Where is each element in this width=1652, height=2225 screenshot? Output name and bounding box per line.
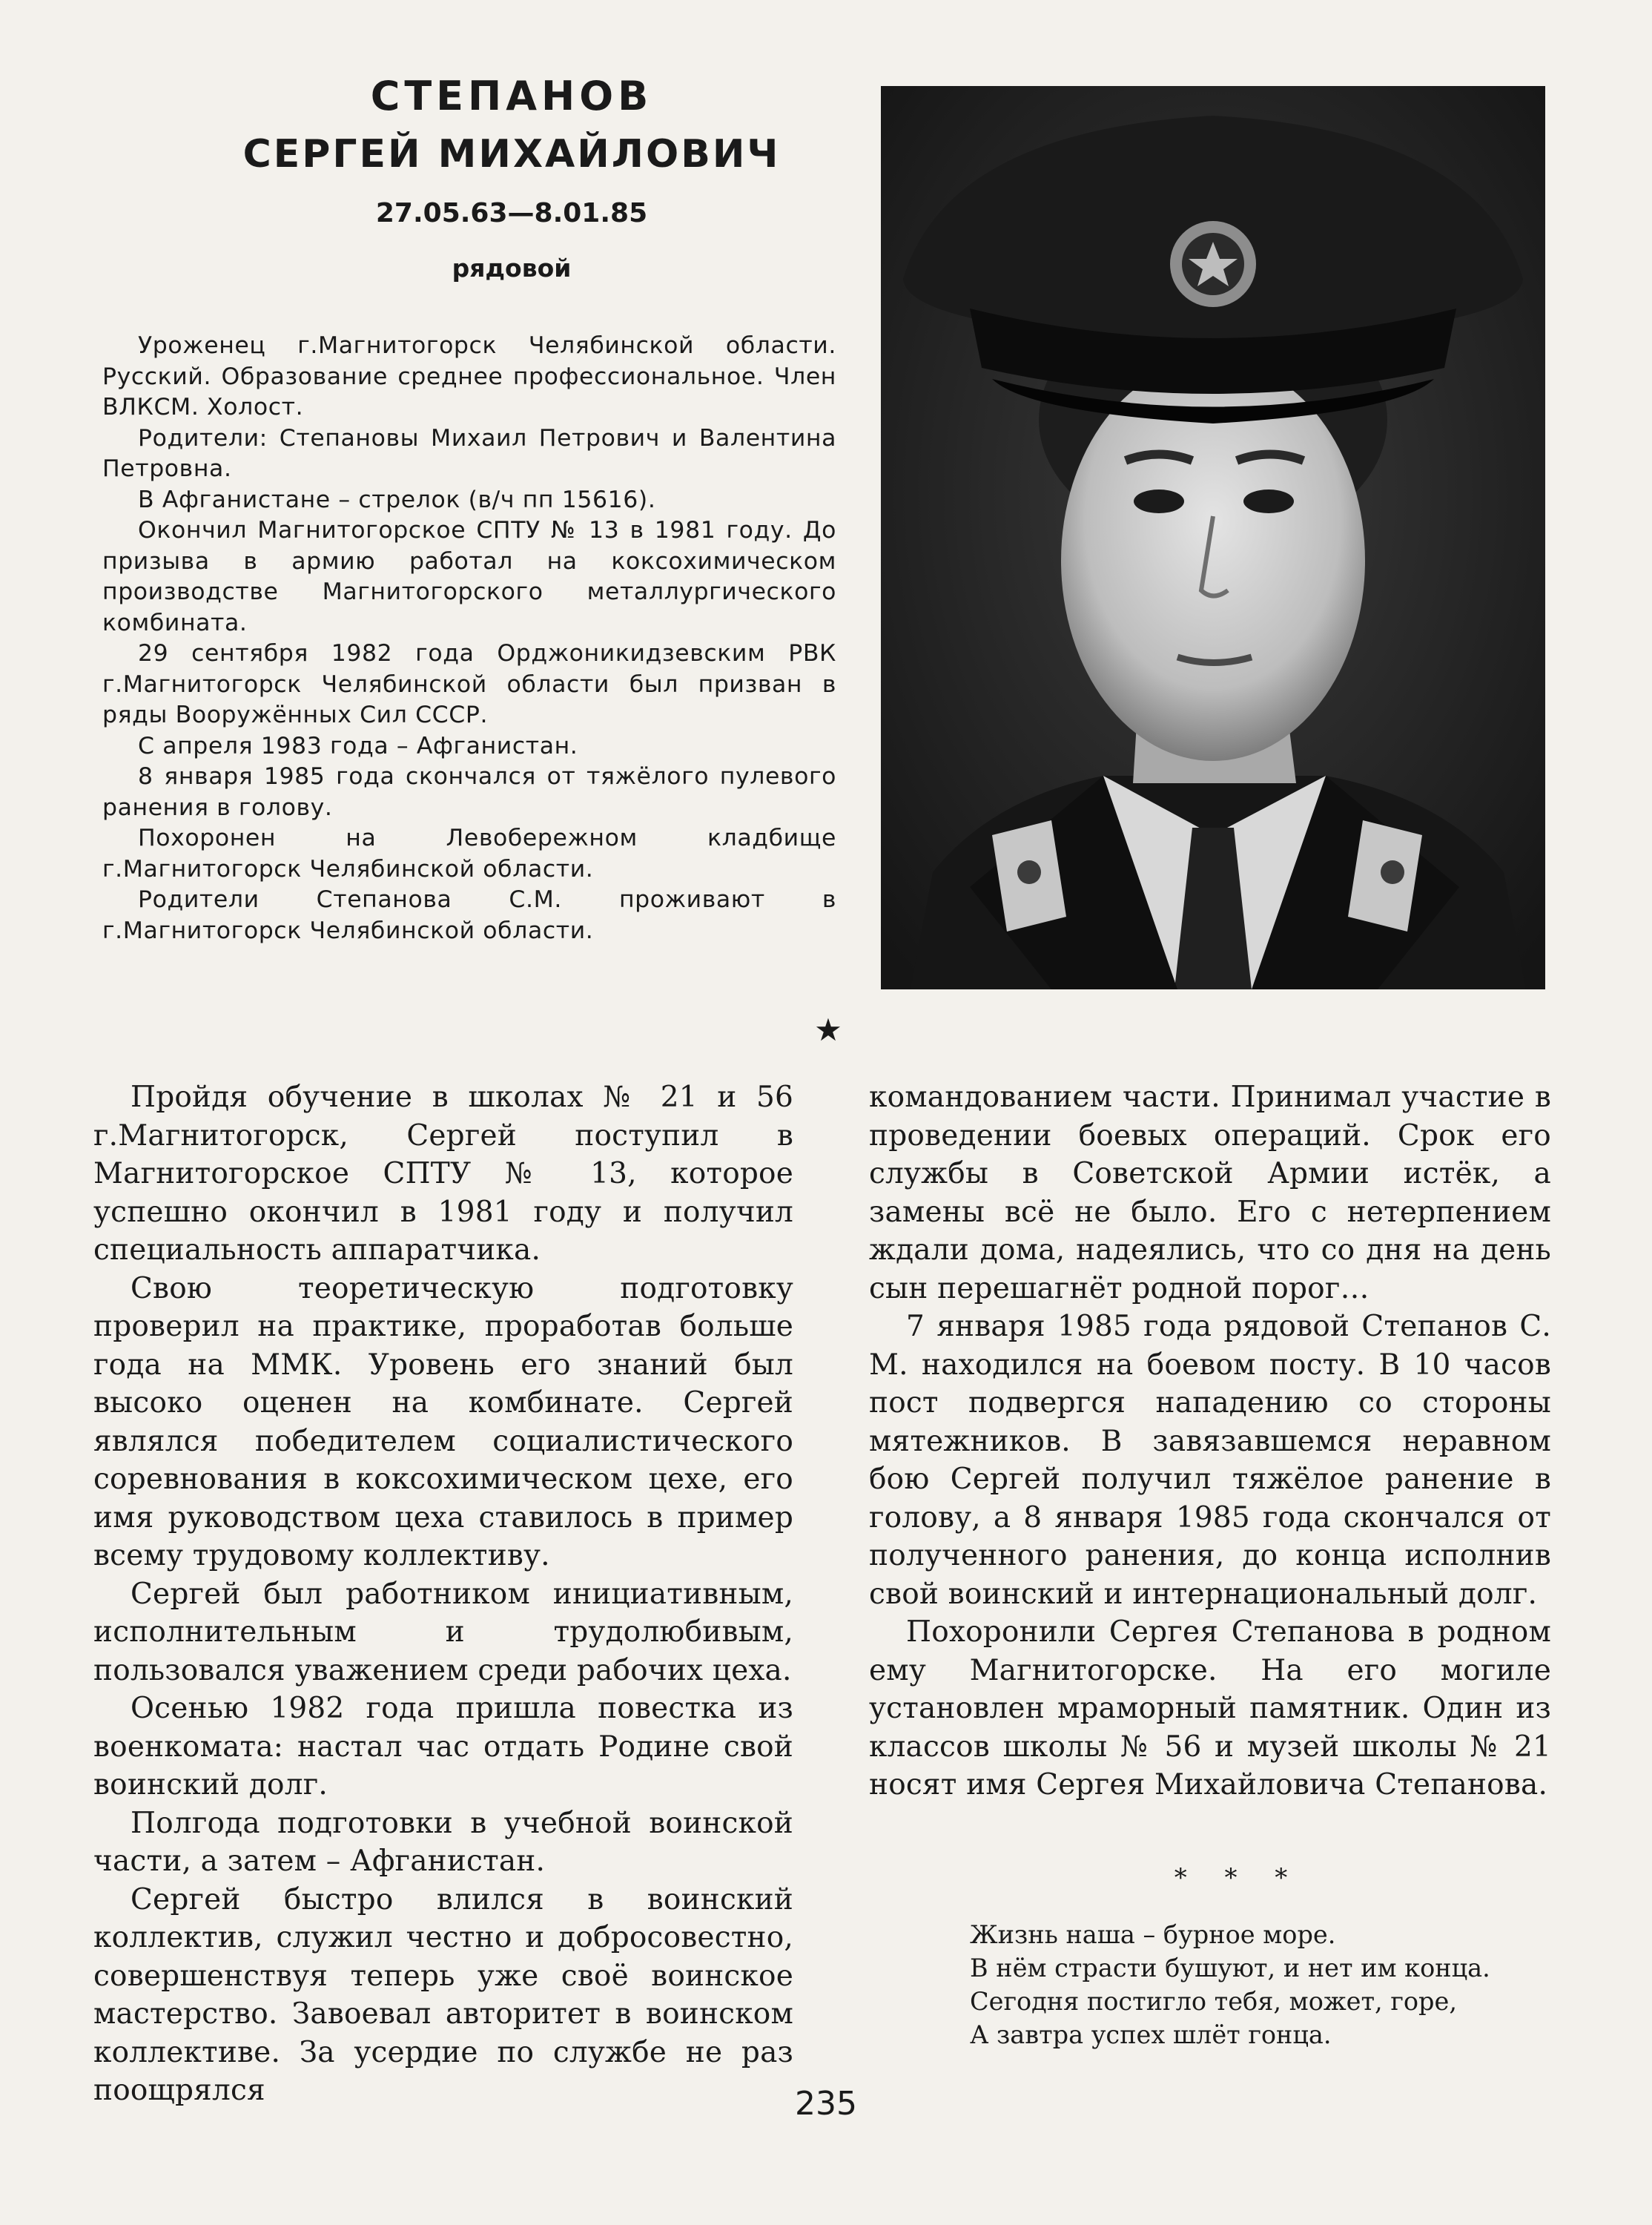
poem-line: Жизнь наша – бурное море. [970, 1920, 1336, 1949]
bio-paragraph: Родители: Степановы Михаил Петрович и Валентина Петровна. [102, 424, 836, 482]
narrative-paragraph: Свою теоретическую подготовку проверил на практике, проработав больше года на ММК. Уровень его знаний был высоко оценен на комбинате. Сергей являлся победителем социалистического соревнования в коксохимическом цехе, его имя руководством цеха ставилось в пример всему трудовому коллективу. [93, 1271, 793, 1572]
bio-paragraph: Окончил Магнитогорское СПТУ № 13 в 1981 году. До призыва в армию работал на коксохимическом производстве Магнитогорского металлургического комбината. [102, 517, 836, 636]
military-rank: рядовой [452, 254, 572, 283]
poem-line: Сегодня постигло тебя, может, горе, [970, 1987, 1457, 2016]
narrative-paragraph: 7 января 1985 года рядовой Степанов С. М. находился на боевом посту. В 10 часов пост подвергся нападению со стороны мятежников. В завязавшемся неравном бою Сергей получил тяжёлое ранение в голову, а 8 января 1985 года скончался от полученного ранения, до конца исполнив свой воинский и интернациональный долг. [869, 1310, 1551, 1611]
poem [970, 1918, 1533, 2051]
poem-line: А завтра успех шлёт гонца. [970, 2020, 1332, 2049]
bio-paragraph: Похоронен на Левобережном кладбище г.Магнитогорск Челябинской области. [102, 825, 836, 883]
bio-paragraph: Уроженец г.Магнитогорск Челябинской области. Русский. Образование среднее профессиональное. Член ВЛКСМ. Холост. [102, 332, 836, 421]
narrative-paragraph: Сергей был работником инициативным, исполнительным и трудолюбивым, пользовался уважением среди рабочих цеха. [93, 1577, 793, 1687]
soldier-portrait-illustration [881, 86, 1545, 989]
narrative-paragraph: Осенью 1982 года пришла повестка из военкомата: настал час отдать Родине свой воинский долг. [93, 1692, 793, 1802]
page-number: 235 [795, 2085, 857, 2123]
bio-paragraph: 8 января 1985 года скончался от тяжёлого пулевого ранения в голову. [102, 763, 836, 821]
bio-paragraph: В Афганистане – стрелок (в/ч пп 15616). [138, 486, 656, 513]
narrative-paragraph: Полгода подготовки в учебной воинской части, а затем – Афганистан. [93, 1806, 793, 1878]
bio-paragraph: С апреля 1983 года – Афганистан. [138, 732, 578, 759]
surname-heading: СТЕПАНОВ [370, 73, 653, 119]
life-dates: 27.05.63—8.01.85 [375, 198, 648, 228]
narrative-paragraph: Пройдя обучение в школах № 21 и 56 г.Магнитогорск, Сергей поступил в Магнитогорское СПТУ № 13, которое успешно окончил в 1981 году и получил специальность аппаратчика. [93, 1081, 793, 1267]
given-names-heading: СЕРГЕЙ МИХАЙЛОВИЧ [242, 132, 781, 177]
poem-separator: * * * [1174, 1863, 1303, 1893]
poem-line: В нём страсти бушуют, и нет им конца. [970, 1954, 1490, 1982]
divider-star: ★ [814, 1012, 842, 1048]
narrative-right-column [869, 1078, 1551, 1804]
narrative-paragraph-continued: командованием части. Принимал участие в проведении боевых операций. Срок его службы в Советской Армии истёк, а замены всё не было. Его с нетерпением ждали дома, надеялись, что со дня на день сын перешагнёт родной порог… [869, 1081, 1551, 1305]
narrative-paragraph: Сергей быстро влился в воинский коллектив, служил честно и добросовестно, совершенствуя теперь уже своё воинское мастерство. Завоевал авторитет в воинском коллективе. За усердие по службе не раз поощрялся [93, 1882, 793, 2107]
biography-summary [102, 331, 836, 946]
narrative-left-column [93, 1078, 793, 2110]
bio-paragraph: 29 сентября 1982 года Орджоникидзевским РВК г.Магнитогорск Челябинской области был призван в ряды Вооружённых Сил СССР. [102, 640, 836, 728]
narrative-paragraph: Похоронили Сергея Степанова в родном ему Магнитогорске. На его могиле установлен мраморный памятник. Один из классов школы № 56 и музей школы № 21 носят имя Сергея Михайловича Степанова. [869, 1615, 1551, 1802]
portrait-photo [881, 86, 1545, 989]
bio-paragraph: Родители Степанова С.М. проживают в г.Магнитогорск Челябинской области. [102, 886, 836, 944]
